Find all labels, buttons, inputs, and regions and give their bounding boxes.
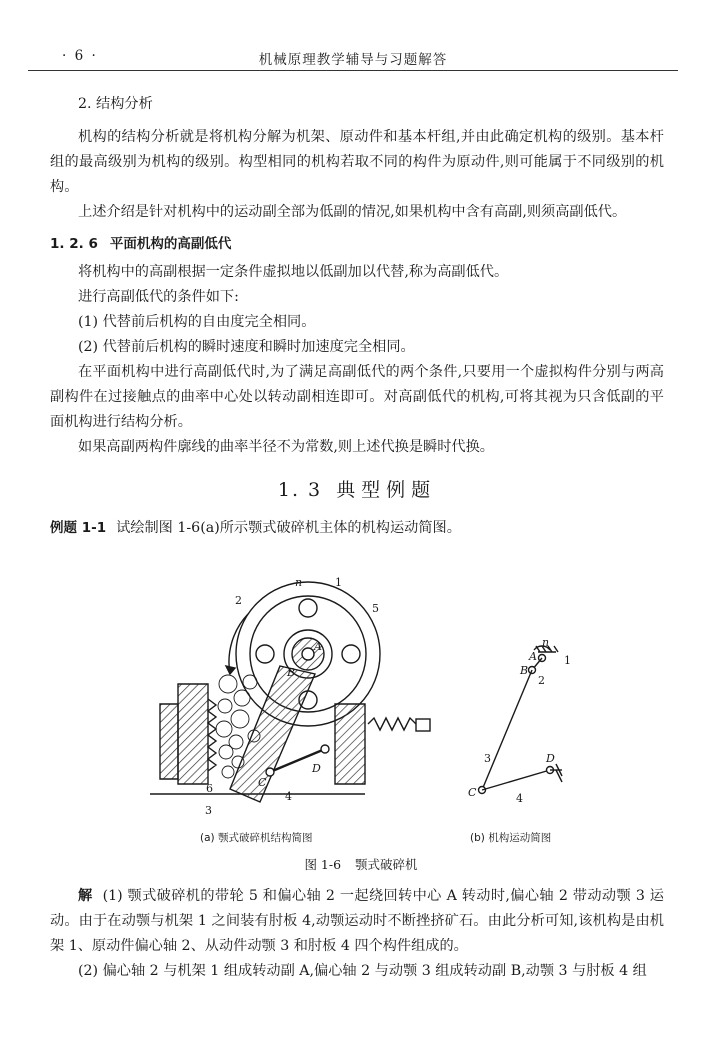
section-number: 1. 3: [277, 479, 323, 501]
label-4-a: 4: [285, 790, 292, 803]
paragraph: 进行高副低代的条件如下:: [78, 289, 239, 305]
caption-a: (a) 颚式破碎机结构简图: [200, 832, 313, 844]
figure-jaw-crusher: [130, 574, 600, 864]
solution-paragraph: (2) 偏心轴 2 与机架 1 组成转动副 A,偏心轴 2 与动颚 3 组成转动副 B,动颚 3 与肘板 4 组: [78, 963, 647, 979]
label-n-b: n: [542, 636, 550, 649]
label-6-a: 6: [206, 782, 213, 795]
label-A-a: A: [314, 640, 322, 653]
label-2-a: 2: [235, 594, 242, 607]
example-line: [50, 516, 664, 541]
solution-block: [50, 884, 664, 984]
paragraph: 上述介绍是针对机构中的运动副全部为低副的情况,如果机构中含有高副,则须高副低代。: [78, 204, 627, 220]
label-A-b: A: [529, 650, 537, 663]
chapter-section-title: [50, 474, 664, 506]
label-4-b: 4: [516, 792, 523, 805]
label-n-a: n: [295, 576, 303, 589]
solution-text-1: (1) 颚式破碎机的带轮 5 和偏心轴 2 一起绕回转中心 A 转动时,偏心轴 2 带动动颚 3 运动。由于在动颚与机架 1 之间装有肘板 4,动颚运动时不断挫挤矿石。由此分析可知,该机构是由机架 1、原动件偏心轴 2、从动件动颚 3 和肘板 4 四个构件组成的。: [50, 888, 664, 954]
paragraph: 在平面机构中进行高副低代时,为了满足高副低代的两个条件,只要用一个虚拟构件分别与两高副构件在过接触点的曲率中心处以转动副相连即可。对高副低代的机构,可将其视为只含低副的平面机构进行结构分析。: [50, 364, 664, 430]
figure-number: 图 1-6: [304, 857, 342, 872]
label-D-a: D: [312, 762, 321, 775]
example-label: 例题 1-1: [50, 520, 107, 536]
label-B-a: B: [287, 666, 296, 679]
label-5-a: 5: [372, 602, 379, 615]
caption-b: (b) 机构运动简图: [470, 832, 552, 844]
body-text: [50, 92, 664, 541]
page-header: [28, 46, 678, 71]
subsection-heading: 2. 结构分析: [78, 96, 153, 112]
list-item: (1) 代替前后机构的自由度完全相同。: [78, 314, 316, 330]
section-number: 1. 2. 6: [50, 236, 98, 252]
label-3-b: 3: [484, 752, 491, 765]
section-title: 平面机构的高副低代: [109, 236, 232, 252]
page-number: · 6 ·: [62, 48, 98, 64]
figure-title: 颚式破碎机: [355, 857, 418, 872]
solution-label: 解: [78, 888, 93, 904]
label-3-a: 3: [205, 804, 212, 817]
running-title: 机械原理教学辅导与习题解答: [258, 52, 448, 68]
solution-paragraph: [50, 884, 664, 959]
list-item: (2) 代替前后机构的瞬时速度和瞬时加速度完全相同。: [78, 339, 415, 355]
example-text: 试绘制图 1-6(a)所示颚式破碎机主体的机构运动简图。: [116, 520, 461, 536]
label-C-b: C: [468, 786, 477, 799]
section-title: 典型例题: [336, 479, 437, 501]
paragraph: 机构的结构分析就是将机构分解为机架、原动件和基本杆组,并由此确定机构的级别。基本杆组的最高级别为机构的级别。构型相同的机构若取不同的构件为原动件,则可能属于不同级别的机构。: [50, 129, 664, 195]
section-heading: [50, 232, 664, 257]
paragraph: 将机构中的高副根据一定条件虚拟地以低副加以代替,称为高副低代。: [78, 264, 509, 280]
label-1-a: 1: [335, 576, 342, 589]
paragraph: 如果高副两构件廓线的曲率半径不为常数,则上述代换是瞬时代换。: [78, 439, 494, 455]
label-B-b: B: [520, 664, 529, 677]
label-D-b: D: [546, 752, 555, 765]
figure-caption: [0, 855, 722, 873]
label-C-a: C: [258, 776, 267, 789]
label-1-b: 1: [564, 654, 571, 667]
diagram-a: [150, 582, 430, 802]
label-2-b: 2: [538, 674, 545, 687]
